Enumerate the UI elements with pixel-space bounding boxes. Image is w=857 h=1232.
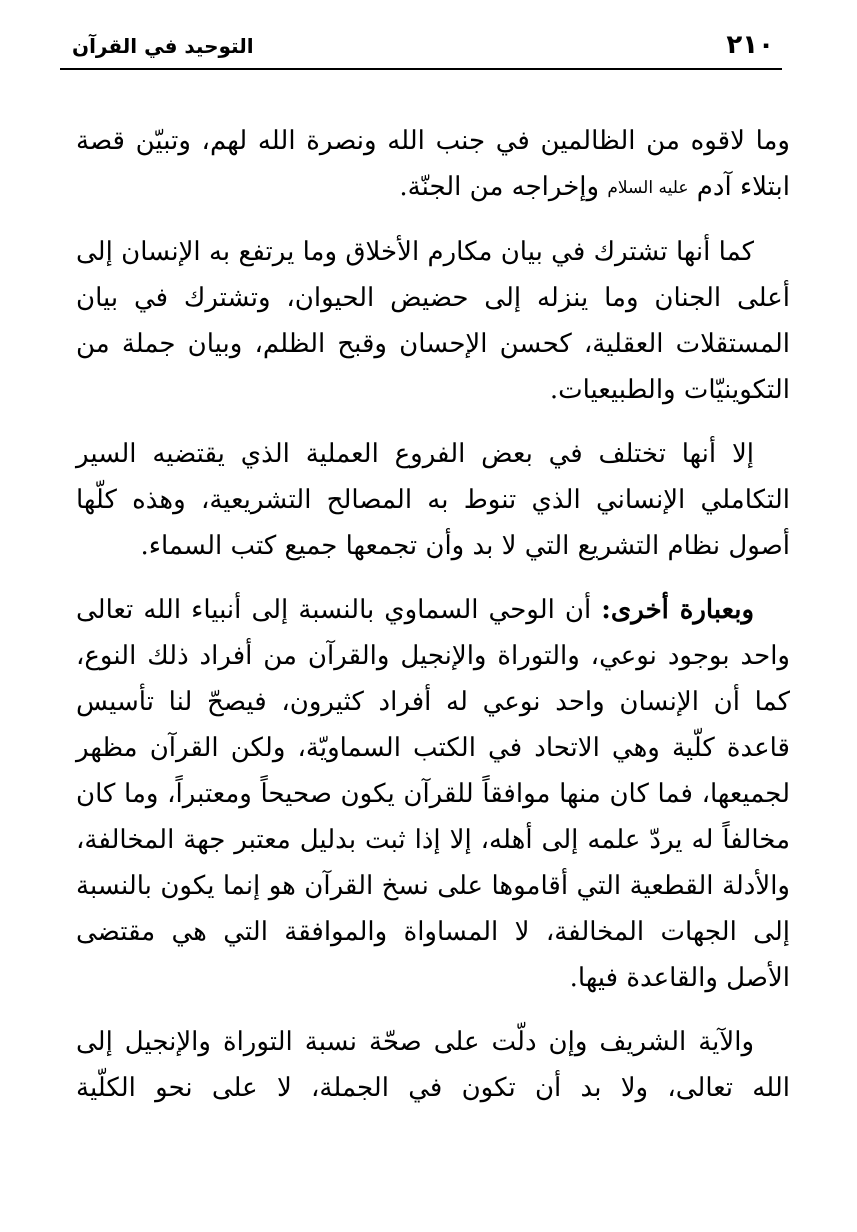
paragraph-5: والآية الشريف وإن دلّت على صحّة نسبة التوراة والإنجيل إلى الله تعالى، ولا بد أن تكون في الجملة، لا على نحو الكلّية (76, 1027, 790, 1103)
honorific-symbol: عليه السلام (607, 178, 689, 198)
paragraph-3: إلا أنها تختلف في بعض الفروع العملية الذي يقتضيه السير التكاملي الإنساني الذي تنوط به المصالح التشريعية، وهذه كلّها أصول نظام التشريع التي لا بد وأن تجمعها جميع كتب السماء. (76, 439, 790, 561)
paragraph-1-text: وما لاقوه من الظالمين في جنب الله ونصرة الله لهم، وتبيّن قصة ابتلاء آدم (76, 126, 790, 202)
page-header (60, 26, 782, 70)
running-title: التوحيد في القرآن (72, 34, 254, 58)
paragraph-4 (76, 587, 790, 1001)
paragraph-4-text: أن الوحي السماوي بالنسبة إلى أنبياء الله تعالى واحد بوجود نوعي، والتوراة والإنجيل والقرآن من أفراد ذلك النوع، كما أن الإنسان واحد نوعي له أفراد كثيرون، فيصحّ لنا تأسيس قاعدة كلّية وهي الاتحاد في الكتب السماويّة، ولكن القرآن مظهر لجميعها، فما كان منها موافقاً للقرآن يكون صحيحاً ومعتبراً، وما كان مخالفاً له يردّ علمه إلى أهله، إلا إذا ثبت بدليل معتبر جهة المخالفة، والأدلة القطعية التي أقاموها على نسخ القرآن هو إنما يكون بالنسبة إلى الجهات المخالفة، لا المساواة والموافقة التي هي مقتضى الأصل والقاعدة فيها. (76, 595, 790, 993)
paragraph-2: كما أنها تشترك في بيان مكارم الأخلاق وما يرتفع به الإنسان إلى أعلى الجنان وما ينزله إلى حضيض الحيوان، وتشترك في بيان المستقلات العقلية، كحسن الإحسان وقبح الظلم، وبيان جملة من التكوينيّات والطبيعيات. (76, 237, 791, 405)
body-text (76, 118, 790, 1111)
page-number: ٢١٠ (726, 30, 774, 60)
paragraph-1 (76, 118, 790, 211)
paragraph-1-end: وإخراجه من الجنّة. (399, 172, 600, 202)
paragraph-4-lead: وبعبارة أخرى: (601, 595, 755, 625)
